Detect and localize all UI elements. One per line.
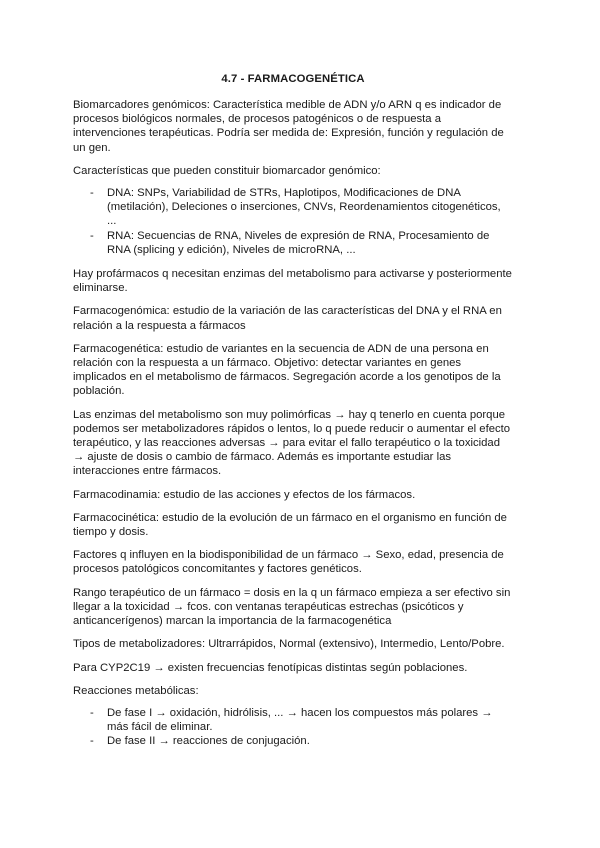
paragraph-tipos-metabolizadores: Tipos de metabolizadores: Ultrarrápidos, Normal (extensivo), Intermedio, Lento/Pobre. [73, 638, 505, 651]
paragraph-cyp2c19: Para CYP2C19 → existen frecuencias fenotípicas distintas según poblaciones. [73, 661, 468, 674]
paragraph-farmacocinetica: Farmacocinética: estudio de la evolución de un fármaco en el organismo en función de tiempo y dosis. [73, 511, 507, 539]
paragraph-biomarcadores: Biomarcadores genómicos: Característica medible de ADN y/o ARN q es indicador de procesos biológicos normales, de procesos patogénicos o de respuesta a intervenciones terapéuticas. Podría ser medida de: Expresión, función y regulación de un gen. [73, 99, 504, 154]
document-page [73, 72, 513, 759]
biomarker-list [73, 186, 513, 257]
paragraph-enzimas: Las enzimas del metabolismo son muy polimórficas → hay q tenerlo en cuenta porque podemos ser metabolizadores rápidos o lentos, lo q puede reducir o aumentar el efecto terapéutico, y las reacciones adversas → para evitar el fallo terapéutico o la toxicidad → ajuste de dosis o cambio de fármaco. Además es importante estudiar las interacciones entre fármacos. [73, 408, 511, 478]
paragraph-profarmacos: Hay profármacos q necesitan enzimas del metabolismo para activarse y posteriormente eliminarse. [73, 268, 512, 295]
paragraph-reacciones: Reacciones metabólicas: [73, 684, 199, 697]
paragraph-farmacogenomica: Farmacogenómica: estudio de la variación de las características del DNA y el RNA en relación a la respuesta a fármacos [73, 305, 502, 332]
list-item-fase-2: - De fase II → reacciones de conjugación. [73, 734, 513, 748]
list-item-rna: - RNA: Secuencias de RNA, Niveles de expresión de RNA, Procesamiento de RNA (splicing y edición), Niveles de microRNA, ... [73, 229, 513, 257]
paragraph-rango-terapeutico: Rango terapéutico de un fármaco = dosis en la q un fármaco empieza a ser efectivo sin llegar a la toxicidad → fcos. con ventanas terapéuticas estrechas (psicóticos y anticancerígenos) marcan la importancia de la farmacogenética [73, 586, 511, 628]
list-item-fase-1: - De fase I → oxidación, hidrólisis, ... → hacen los compuestos más polares → más fácil de eliminar. [73, 706, 513, 734]
page-title: 4.7 - FARMACOGENÉTICA [221, 73, 365, 85]
paragraph-factores: Factores q influyen en la biodisponibilidad de un fármaco → Sexo, edad, presencia de procesos patológicos concomitantes y factores genéticos. [73, 549, 504, 576]
list-item-dna: - DNA: SNPs, Variabilidad de STRs, Haplotipos, Modificaciones de DNA (metilación), Deleciones o inserciones, CNVs, Reordenamientos citogenéticos, ... [73, 186, 513, 229]
paragraph-farmacodinamia: Farmacodinamia: estudio de las acciones y efectos de los fármacos. [73, 488, 416, 501]
paragraph-caracteristicas: Características que pueden constituir biomarcador genómico: [73, 164, 381, 177]
reactions-list [73, 706, 513, 749]
paragraph-farmacogenetica: Farmacogenética: estudio de variantes en la secuencia de ADN de una persona en relación con la respuesta a un fármaco. Objetivo: detectar variantes en genes implicados en el metabolismo de fármacos. Segregación acorde a los genotipos de la población. [73, 342, 501, 398]
